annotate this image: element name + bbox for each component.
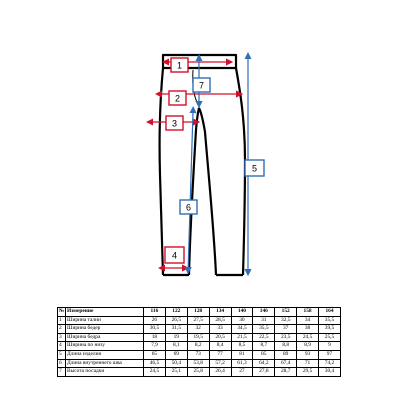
table-row: [58, 368, 341, 377]
table-cell-value: 19,5: [187, 333, 209, 342]
header-size: 128: [187, 308, 209, 317]
callout-6-label: 6: [185, 202, 192, 213]
row-number: 3: [58, 333, 66, 342]
row-number: 7: [58, 368, 66, 377]
table-cell-value: 31,5: [165, 325, 187, 334]
table-cell-value: 27,8: [253, 368, 275, 377]
table-cell-value: 33: [209, 325, 231, 334]
measure-hip-width: [161, 91, 242, 105]
table-cell-value: 18: [144, 333, 166, 342]
callout-7-label: 7: [198, 80, 205, 91]
table-cell-value: 24,5: [297, 333, 319, 342]
table-cell-value: 57,2: [209, 359, 231, 368]
callout-3-label: 3: [171, 118, 178, 129]
table-cell-value: 8,2: [187, 342, 209, 351]
table-cell-value: 24,5: [144, 368, 166, 377]
table-cell-value: 26,5: [165, 316, 187, 325]
row-number: 1: [58, 316, 66, 325]
table-cell-value: 37: [275, 325, 297, 334]
table-cell-value: 67,4: [275, 359, 297, 368]
table-cell-value: 85: [253, 350, 275, 359]
row-measurement-name: Длина внутреннего шва: [66, 359, 144, 368]
table-cell-value: 28,5: [209, 316, 231, 325]
table-cell-value: 20,5: [209, 333, 231, 342]
table-cell-value: 8,1: [165, 342, 187, 351]
size-chart-table: [57, 307, 341, 377]
table-row: [58, 325, 341, 334]
row-number: 6: [58, 359, 66, 368]
table-cell-value: 8,9: [297, 342, 319, 351]
row-number: 4: [58, 342, 66, 351]
header-number: №: [58, 308, 66, 317]
table-cell-value: 32: [187, 325, 209, 334]
table-cell-value: 93: [297, 350, 319, 359]
table-cell-value: 46,5: [144, 359, 166, 368]
callout-5-label: 5: [251, 163, 258, 174]
measure-waist-width: [168, 58, 232, 72]
table-cell-value: 25,1: [165, 368, 187, 377]
table-cell-value: 26: [144, 316, 166, 325]
row-number: 5: [58, 350, 66, 359]
callout-2-label: 2: [174, 93, 181, 104]
header-size: 146: [253, 308, 275, 317]
table-cell-value: 30,5: [144, 325, 166, 334]
table-cell-value: 35,5: [319, 316, 341, 325]
header-measurement: Измерение: [66, 308, 144, 317]
table-cell-value: 71: [297, 359, 319, 368]
table-cell-value: 27: [231, 368, 253, 377]
header-size: 152: [275, 308, 297, 317]
table-row: [58, 342, 341, 351]
row-measurement-name: Ширина бедра: [66, 333, 144, 342]
table-cell-value: 26,4: [209, 368, 231, 377]
row-measurement-name: Ширина бедер: [66, 325, 144, 334]
header-size: 140: [231, 308, 253, 317]
table-cell-value: 21,5: [231, 333, 253, 342]
table-cell-value: 31: [253, 316, 275, 325]
table-cell-value: 32,5: [275, 316, 297, 325]
table-cell-value: 30,4: [319, 368, 341, 377]
table-cell-value: 8,4: [209, 342, 231, 351]
table-cell-value: 27,5: [187, 316, 209, 325]
table-cell-value: 69: [165, 350, 187, 359]
table-cell-value: 7,9: [144, 342, 166, 351]
table-cell-value: 53,8: [187, 359, 209, 368]
table-cell-value: 77: [209, 350, 231, 359]
table-cell-value: 73: [187, 350, 209, 359]
measure-bottom-width: [164, 247, 188, 268]
header-size: 116: [144, 308, 166, 317]
table-cell-value: 65: [144, 350, 166, 359]
row-measurement-name: Ширина по низу: [66, 342, 144, 351]
table-cell-value: 19: [165, 333, 187, 342]
table-cell-value: 8,7: [253, 342, 275, 351]
table-cell-value: 61,3: [231, 359, 253, 368]
header-size: 164: [319, 308, 341, 317]
table-header-row: [58, 308, 341, 317]
table-cell-value: 89: [275, 350, 297, 359]
table-cell-value: 30: [231, 316, 253, 325]
table-cell-value: 38: [297, 325, 319, 334]
table-cell-value: 25,8: [187, 368, 209, 377]
table-cell-value: 35,5: [253, 325, 275, 334]
row-measurement-name: Длина изделия: [66, 350, 144, 359]
table-cell-value: 64,2: [253, 359, 275, 368]
table-row: [58, 316, 341, 325]
table-cell-value: 34: [297, 316, 319, 325]
table-cell-value: 39,5: [319, 325, 341, 334]
table-cell-value: 74,2: [319, 359, 341, 368]
measure-product-length: [245, 58, 264, 275]
table-cell-value: 97: [319, 350, 341, 359]
table-row: [58, 333, 341, 342]
table-cell-value: 25,5: [319, 333, 341, 342]
header-size: 122: [165, 308, 187, 317]
header-size: 158: [297, 308, 319, 317]
header-size: 134: [209, 308, 231, 317]
table-cell-value: 23,5: [275, 333, 297, 342]
table-cell-value: 50,4: [165, 359, 187, 368]
table-cell-value: 28,7: [275, 368, 297, 377]
table-cell-value: 81: [231, 350, 253, 359]
row-measurement-name: Ширина талии: [66, 316, 144, 325]
callout-4-label: 4: [171, 250, 178, 261]
table-cell-value: 9: [319, 342, 341, 351]
table-row: [58, 350, 341, 359]
table-cell-value: 8,5: [231, 342, 253, 351]
callout-1-label: 1: [176, 60, 183, 71]
table-cell-value: 22,5: [253, 333, 275, 342]
row-number: 2: [58, 325, 66, 334]
table-cell-value: 8,8: [275, 342, 297, 351]
table-cell-value: 34,5: [231, 325, 253, 334]
table-cell-value: 29,5: [297, 368, 319, 377]
table-row: [58, 359, 341, 368]
row-measurement-name: Высота посадки: [66, 368, 144, 377]
